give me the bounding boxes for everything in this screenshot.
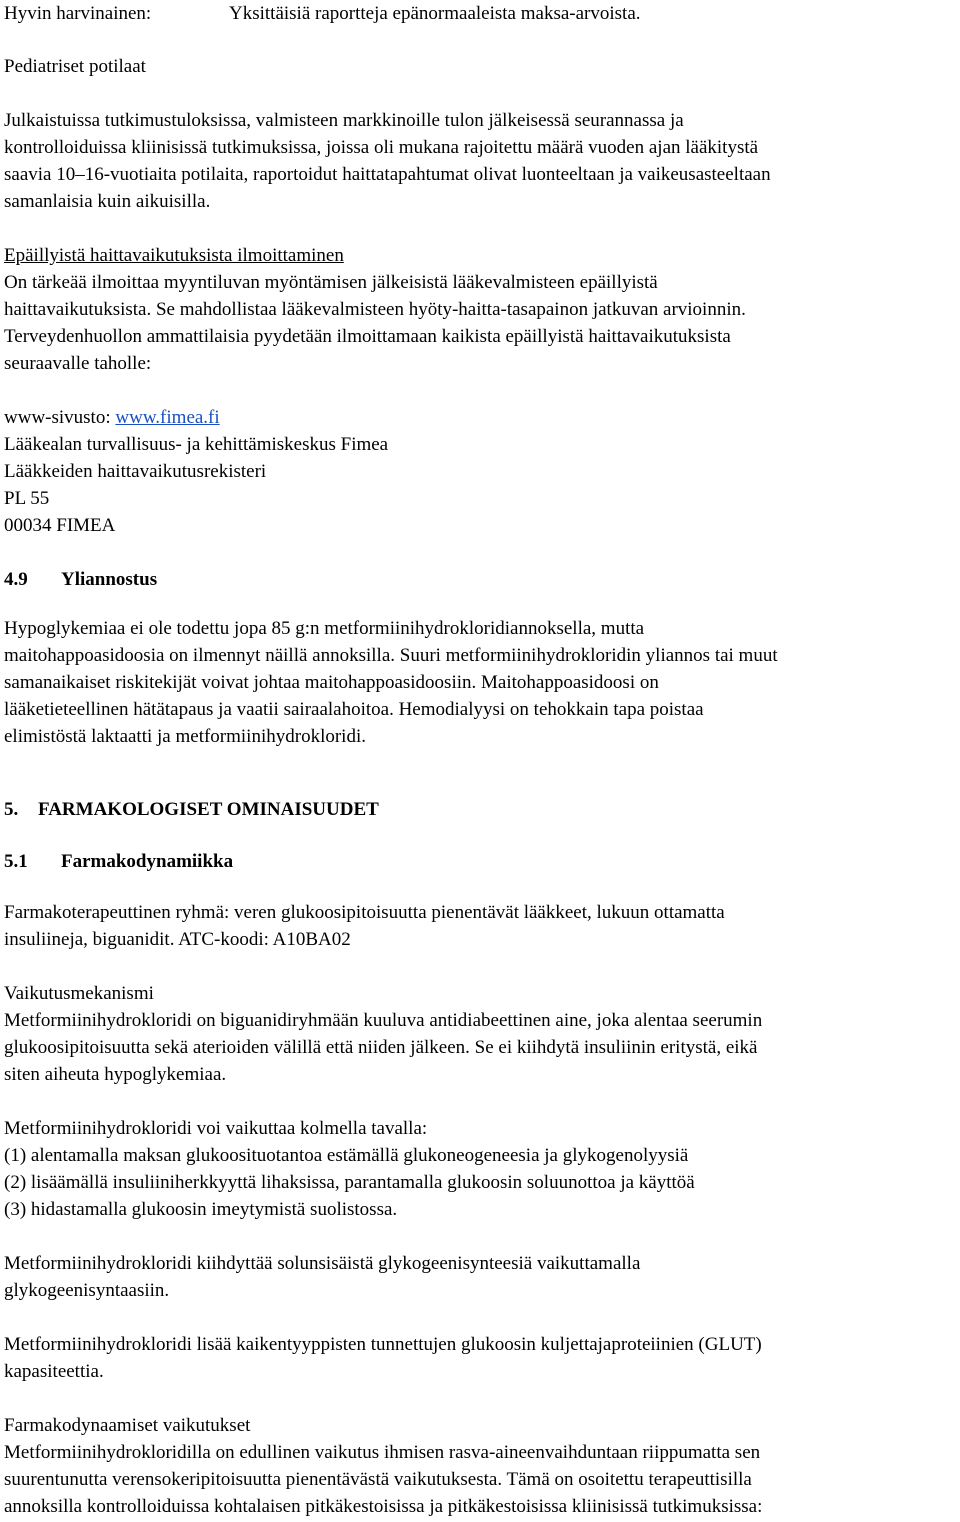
reporting-line: haittavaikutuksista. Se mahdollistaa lääkevalmisteen hyöty-haitta-tasapainon jatkuvan arvioinnin. xyxy=(4,299,746,320)
glycogen-line: glykogeenisyntaasiin. xyxy=(4,1280,170,1301)
pediatric-line: kontrolloiduissa kliinisissä tutkimuksissa, joissa oli mukana rajoitettu määrä vuoden ajan lääkitystä xyxy=(4,137,759,158)
effects-line: Metformiinihydrokloridilla on edullinen vaikutus ihmisen rasva-aineenvaihduntaan riippumatta sen xyxy=(4,1442,761,1463)
pediatric-line: Julkaistuissa tutkimustuloksissa, valmisteen markkinoille tulon jälkeisessä seurannassa ja xyxy=(4,110,684,131)
address-line: Lääkkeiden haittavaikutusrekisteri xyxy=(4,461,267,482)
reporting-line: Terveydenhuollon ammattilaisia pyydetään ilmoittamaan kaikista epäillyistä haittavaikutuksista xyxy=(4,326,731,347)
address-line: 00034 FIMEA xyxy=(4,515,116,536)
fimea-link[interactable]: www.fimea.fi xyxy=(115,407,220,428)
glut-line: Metformiinihydrokloridi lisää kaikentyyppisten tunnettujen glukoosin kuljettajaproteiinien (GLUT) xyxy=(4,1334,762,1355)
overdose-line: elimistöstä laktaatti ja metformiinihydrokloridi. xyxy=(4,726,366,747)
website-row xyxy=(4,406,220,430)
glut-line: kapasiteettia. xyxy=(4,1361,104,1382)
glycogen-line: Metformiinihydrokloridi kiihdyttää solunsisäistä glykogeenisynteesiä vaikuttamalla xyxy=(4,1253,641,1274)
mechanism-line: siten aiheuta hypoglykemiaa. xyxy=(4,1064,227,1085)
group-line: Farmakoterapeuttinen ryhmä: veren glukoosipitoisuutta pienentävät lääkkeet, lukuun ottamatta xyxy=(4,902,725,923)
address-line: Lääkealan turvallisuus- ja kehittämiskeskus Fimea xyxy=(4,434,389,455)
pediatric-line: samanlaisia kuin aikuisilla. xyxy=(4,191,211,212)
website-label: www-sivusto: xyxy=(4,407,116,428)
overdose-title: Yliannostus xyxy=(61,569,158,590)
effects-heading: Farmakodynaamiset vaikutukset xyxy=(4,1415,251,1436)
section5-heading xyxy=(4,798,379,822)
overdose-heading xyxy=(4,568,157,592)
effects-line: suurentunutta verensokeripitoisuutta pienentävästä vaikutuksesta. Tämä on osoitettu terapeuttisilla xyxy=(4,1469,752,1490)
overdose-line: maitohappoasidoosia on ilmennyt näillä annoksilla. Suuri metformiinihydrokloridin yliannos tai muut xyxy=(4,645,778,666)
reporting-line: seuraavalle taholle: xyxy=(4,353,152,374)
rare-effects-row xyxy=(4,2,641,26)
overdose-line: lääketieteellinen hätätapaus ja vaatii sairaalahoitoa. Hemodialyysi on tehokkain tapa poistaa xyxy=(4,699,704,720)
overdose-line: samanaikaiset riskitekijät voivat johtaa maitohappoasidoosiin. Maitohappoasidoosi on xyxy=(4,672,659,693)
address-line: PL 55 xyxy=(4,488,50,509)
pharmacodynamics-title: Farmakodynamiikka xyxy=(61,851,234,872)
pharmacodynamics-heading xyxy=(4,850,233,874)
pharmacodynamics-number: 5.1 xyxy=(4,851,28,872)
ways-line: (2) lisäämällä insuliiniherkkyyttä lihaksissa, parantamalla glukoosin soluunottoa ja käyttöä xyxy=(4,1172,695,1193)
section5-number: 5. xyxy=(4,799,19,820)
section5-title: FARMAKOLOGISET OMINAISUUDET xyxy=(38,799,379,820)
mechanism-line: Metformiinihydrokloridi on biguanidiryhmään kuuluva antidiabeettinen aine, joka alentaa seerumin xyxy=(4,1010,763,1031)
reporting-heading: Epäillyistä haittavaikutuksista ilmoittaminen xyxy=(4,245,344,266)
mechanism-heading: Vaikutusmekanismi xyxy=(4,983,154,1004)
pediatric-line: saavia 10–16-vuotiaita potilaita, raportoidut haittatapahtumat olivat luonteeltaan ja vaikeusasteeltaan xyxy=(4,164,771,185)
overdose-number: 4.9 xyxy=(4,569,28,590)
frequency-label: Hyvin harvinainen: xyxy=(4,3,152,24)
mechanism-line: glukoosipitoisuutta sekä aterioiden välillä että niiden jälkeen. Se ei kiihdytä insuliinin eritystä, eikä xyxy=(4,1037,758,1058)
effects-line: annoksilla kontrolloiduissa kohtalaisen pitkäkestoisissa ja pitkäkestoisissa kliinisissä tutkimuksissa: xyxy=(4,1496,763,1517)
ways-line: (3) hidastamalla glukoosin imeytymistä suolistossa. xyxy=(4,1199,398,1220)
reporting-line: On tärkeää ilmoittaa myyntiluvan myöntämisen jälkeisistä lääkevalmisteen epäillyistä xyxy=(4,272,658,293)
overdose-line: Hypoglykemiaa ei ole todettu jopa 85 g:n metformiinihydrokloridiannoksella, mutta xyxy=(4,618,645,639)
ways-line: (1) alentamalla maksan glukoosituotantoa estämällä glukoneogeneesia ja glykogenolyysiä xyxy=(4,1145,689,1166)
ways-line: Metformiinihydrokloridi voi vaikuttaa kolmella tavalla: xyxy=(4,1118,428,1139)
group-line: insuliineja, biguanidit. ATC-koodi: A10BA02 xyxy=(4,929,351,950)
pediatric-heading: Pediatriset potilaat xyxy=(4,56,146,77)
frequency-text: Yksittäisiä raportteja epänormaaleista maksa-arvoista. xyxy=(229,3,641,24)
